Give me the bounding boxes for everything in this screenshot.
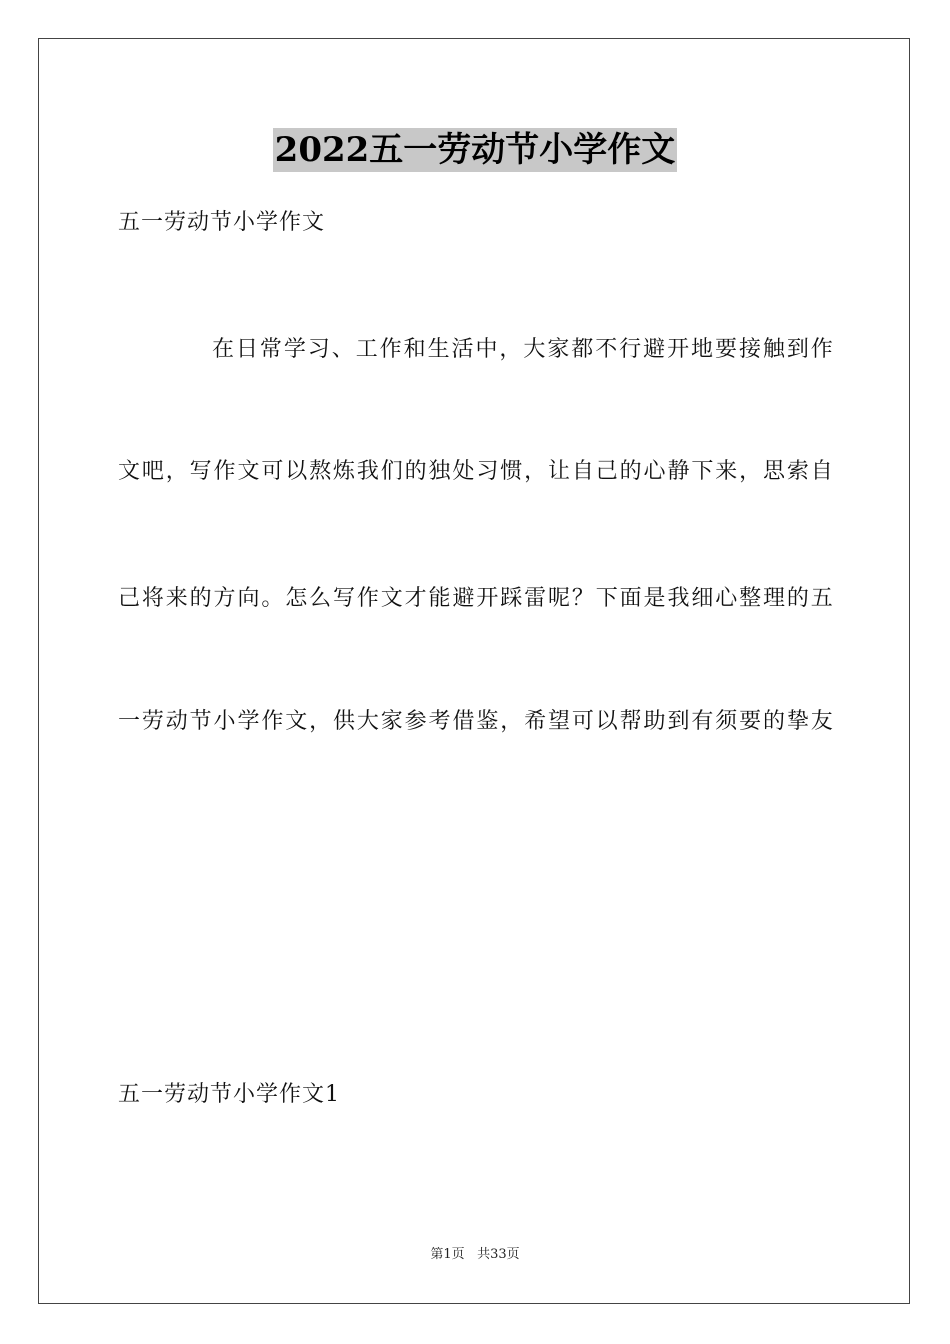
page-footer <box>0 1246 950 1264</box>
document-title <box>0 128 950 172</box>
paragraph-line-3: 己将来的方向。怎么写作文才能避开踩雷呢？下面是我细心整理的五 <box>118 586 834 611</box>
page-number: 第1页 <box>430 1247 465 1262</box>
document-title-text: 2022五一劳动节小学作文 <box>274 130 676 170</box>
document-subtitle: 五一劳动节小学作文 <box>118 210 326 235</box>
paragraph-line-1: 在日常学习、工作和生活中，大家都不行避开地要接触到作 <box>212 337 834 362</box>
section-heading: 五一劳动节小学作文1 <box>118 1082 340 1107</box>
page-total: 共33页 <box>477 1247 520 1262</box>
paragraph-line-4: 一劳动节小学作文，供大家参考借鉴，希望可以帮助到有须要的挚友 <box>118 709 834 734</box>
paragraph-line-2: 文吧，写作文可以熬炼我们的独处习惯，让自己的心静下来，思索自 <box>118 459 834 484</box>
